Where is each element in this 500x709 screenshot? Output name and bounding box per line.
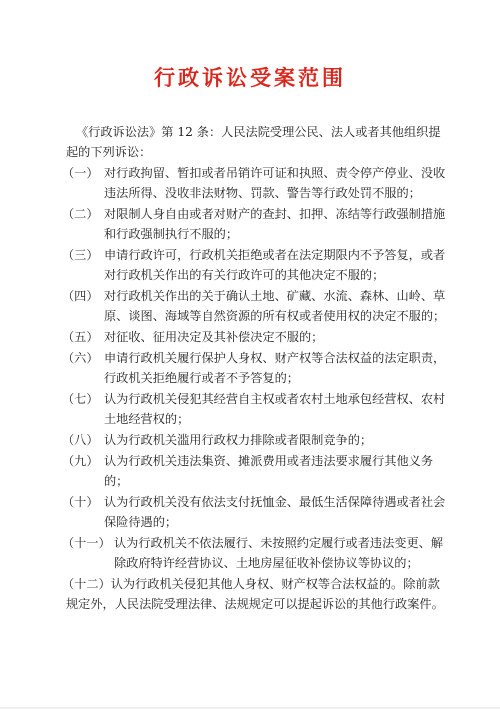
document-body	[62, 122, 446, 614]
clause-text: 申请行政许可，行政机关拒绝或者在法定期限内不予答复，或者对行政机关作出的有关行政许可的其他决定不服的；	[104, 248, 446, 282]
clause-6	[62, 348, 446, 388]
clause-5	[62, 327, 446, 347]
clause-text: 认为行政机关没有依法支付抚恤金、最低生活保障待遇或者社会保险待遇的；	[104, 495, 446, 529]
clause-1	[62, 163, 446, 203]
intro-paragraph: 《行政诉讼法》第 12 条：人民法院受理公民、法人或者其他组织提起的下列诉讼：	[66, 125, 441, 159]
clause-number: （四）	[62, 289, 99, 303]
clause-number: （十一）	[62, 536, 111, 550]
clause-text: 申请行政机关履行保护人身权、财产权等合法权益的法定职责，行政机关拒绝履行或者不予答复的；	[104, 351, 446, 385]
clause-number: （五）	[62, 330, 99, 344]
clause-number: （九）	[62, 454, 99, 468]
clause-number: （十）	[62, 495, 99, 509]
document-title: 行政诉讼受案范围	[154, 65, 346, 90]
closing-text: 认为行政机关侵犯其他人身权、财产权等合法权益的。除前款规定外，人民法院受理法律、法规规定可以提起诉讼的其他行政案件。	[66, 577, 444, 611]
clause-number: （十二）	[62, 577, 111, 591]
clause-10	[62, 492, 446, 532]
clause-11	[62, 533, 446, 573]
clause-text: 认为行政机关不依法履行、未按照约定履行或者违法变更、解除政府特许经营协议、土地房屋征收补偿协议等协议的；	[114, 536, 444, 570]
clause-number: （八）	[62, 433, 99, 447]
clause-9	[62, 451, 446, 491]
clause-2	[62, 204, 446, 244]
clause-text: 对征收、征用决定及其补偿决定不服的；	[104, 330, 324, 344]
clause-3	[62, 245, 446, 285]
clause-number: （七）	[62, 392, 99, 406]
clause-number: （六）	[62, 351, 99, 365]
clause-number: （二）	[62, 207, 99, 221]
closing-paragraph	[62, 574, 446, 614]
clause-text: 对限制人身自由或者对财产的查封、扣押、冻结等行政强制措施和行政强制执行不服的；	[104, 207, 446, 241]
clause-text: 对行政机关作出的关于确认土地、矿藏、水流、森林、山岭、草原、谈图、海域等自然资源的所有权或者使用权的决定不服的；	[104, 289, 446, 323]
clause-text: 认为行政机关侵犯其经营自主权或者农村土地承包经营权、农村土地经营权的；	[104, 392, 446, 426]
clause-number: （一）	[62, 166, 99, 180]
clause-text: 认为行政机关违法集资、摊派费用或者违法要求履行其他义务的；	[104, 454, 434, 488]
clause-number: （三）	[62, 248, 99, 262]
clause-text: 对行政拘留、暂扣或者吊销许可证和执照、责令停产停业、没收违法所得、没收非法财物、罚款、警告等行政处罚不服的；	[104, 166, 446, 200]
clause-text: 认为行政机关滥用行政权力排除或者限制竞争的；	[104, 433, 373, 447]
clause-8	[62, 430, 446, 450]
clause-4	[62, 286, 446, 326]
clause-7	[62, 389, 446, 429]
